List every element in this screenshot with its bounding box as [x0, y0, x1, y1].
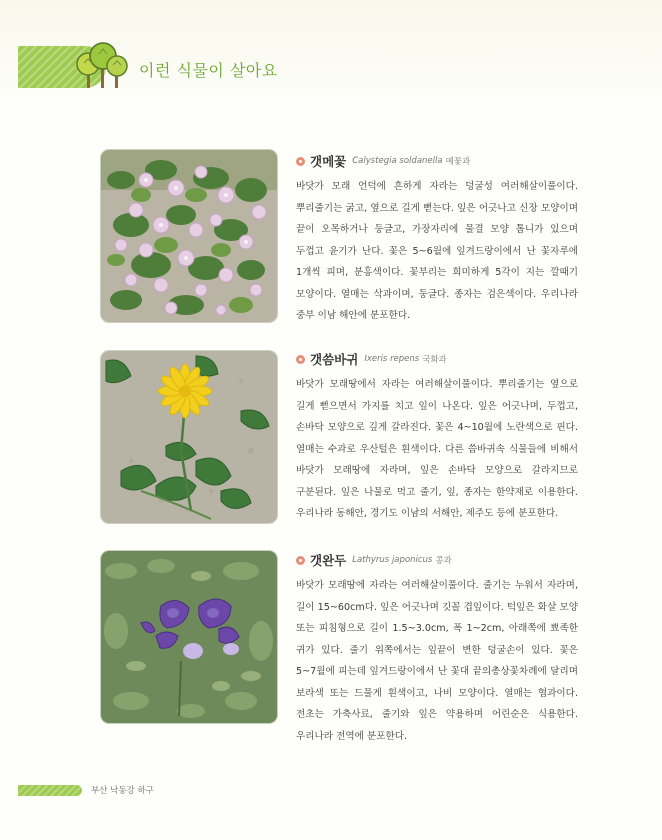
plant-name: 갯메꽃 [310, 154, 347, 169]
plant-entry-ixeris [296, 350, 578, 525]
plant-description: 바닷가 모래땅에 자라는 여러해살이풀이다. 줄기는 누워서 자라며, 길이 15~60cm다. 잎은 어긋나며 깃꼴 겹잎이다. 턱잎은 화살 모양 또는 피침형으로 길이 1.5~3.0cm, 폭 1~2cm, 아래쪽에 뾰족한 귀가 있다. 줄기 위쪽에서는 잎끝이 변한 덩굴손이 있다. 꽃은 5~7월에 피는데 잎겨드랑이에서 난 꽃대 끝의총상꽃차례에 달리며 보라색 또는 드물게 흰색이고, 나비 모양이다. 열매는 협과이다. 전초는 가축사료, 줄기와 잎은 약용하며 어린순은 식용한다. 우리나라 전역에 분포한다. [296, 580, 578, 742]
plant-description: 바닷가 모래 언덕에 흔하게 자라는 덩굴성 여러해살이풀이다. 뿌리줄기는 굵고, 옆으로 길게 뻗는다. 잎은 어긋나고 신장 모양이며 끝이 오목하거나 둥글고, 가장자리에 물결 모양 톱니가 있으며 두껍고 윤기가 난다. 꽃은 5~6월에 잎겨드랑이에서 난 꽃자루에 1개씩 피며, 분홍색이다. 꽃부리는 희미하게 5각이 지는 깔때기 모양이다. 열매는 삭과이며, 둥글다. 종자는 검은색이다. 우리나라 중부 이남 해안에 분포한다. [296, 181, 578, 321]
plant-photo-calystegia [100, 149, 278, 323]
plant-family: 콩과 [435, 556, 452, 566]
plant-heading [296, 350, 578, 368]
plant-family: 국화과 [422, 355, 447, 365]
plant-name: 갯씀바귀 [310, 352, 359, 367]
plant-scientific-name: Lathyrus japonicus [352, 555, 433, 565]
bullet-icon [296, 556, 305, 565]
plant-entry-calystegia [296, 152, 578, 327]
trees-icon [74, 38, 130, 92]
plant-scientific-name: Calystegia soldanella [352, 156, 443, 166]
bullet-icon [296, 157, 305, 166]
plant-description: 바닷가 모래땅에서 자라는 여러해살이풀이다. 뿌리줄기는 옆으로 길게 뻗으면서 가지를 치고 잎이 나온다. 잎은 어긋나며, 두껍고, 손바닥 모양으로 깊게 갈라진다. 꽃은 4~10월에 노란색으로 핀다. 열매는 수과로 우산털은 흰색이다. 다른 씀바귀속 식물들에 비해서 바닷가 모래땅에 자라며, 잎은 손바닥 모양으로 갈라지므로 구분된다. 잎은 나물로 먹고 줄기, 잎, 종자는 한약재로 이용한다. 우리나라 동해안, 경기도 이남의 서해안, 제주도 등에 분포한다. [296, 379, 578, 519]
plant-photo-lathyrus [100, 550, 278, 724]
plant-family: 메꽃과 [445, 157, 471, 167]
footer-band [18, 785, 82, 796]
plant-name: 갯완두 [310, 553, 347, 568]
bullet-icon [296, 355, 305, 364]
plant-heading [296, 152, 578, 170]
plant-entry-lathyrus [296, 551, 578, 747]
plant-heading [296, 551, 578, 569]
plant-scientific-name: Ixeris repens [364, 354, 420, 364]
footer-text: 부산 낙동강 하구 [91, 786, 154, 796]
plant-photo-ixeris [100, 350, 278, 524]
section-title: 이런 식물이 살아요 [139, 61, 278, 80]
